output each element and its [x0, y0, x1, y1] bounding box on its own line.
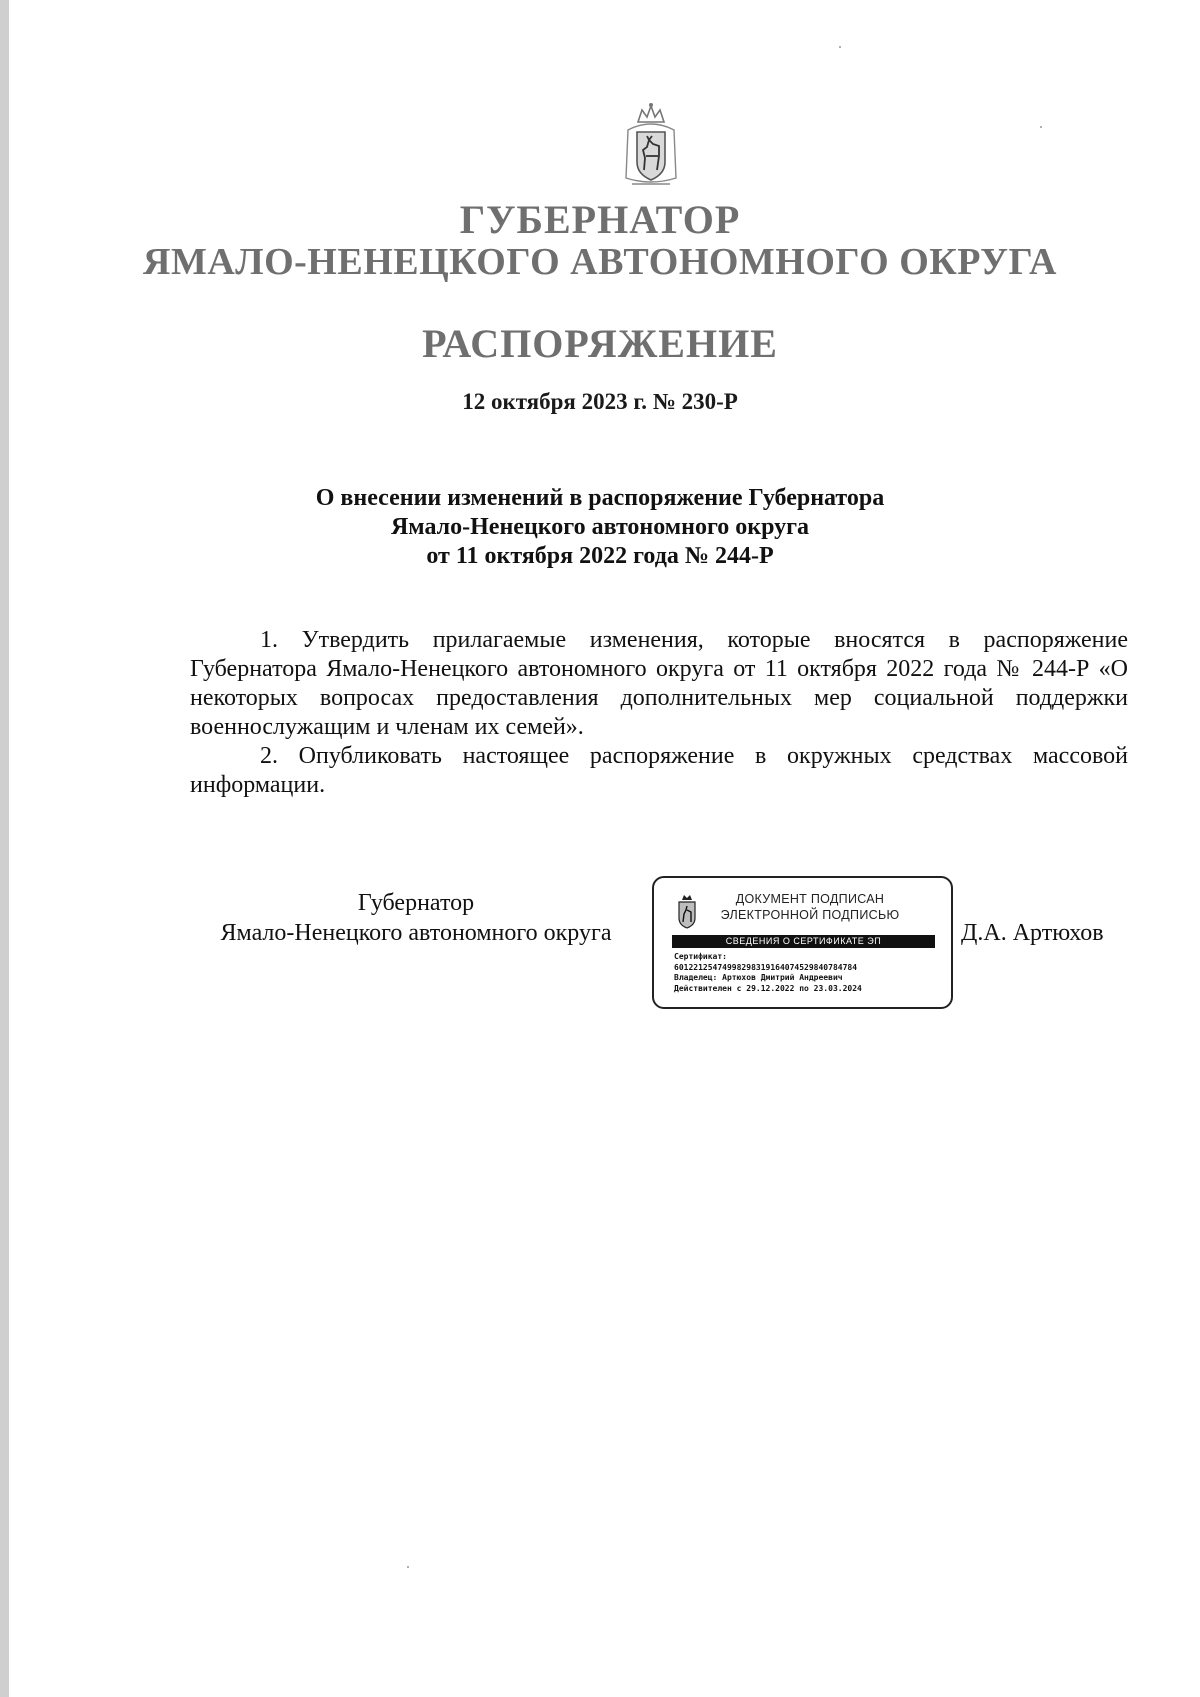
document-body — [190, 626, 1128, 800]
coat-of-arms-icon — [622, 100, 680, 192]
signer-position — [186, 888, 646, 948]
body-paragraph: 2. Опубликовать настоящее распоряжение в окружных средствах массовой информации. — [190, 743, 1128, 798]
esign-title-line: ДОКУМЕНТ ПОДПИСАН — [735, 892, 885, 906]
document-type: РАСПОРЯЖЕНИЕ — [422, 321, 778, 366]
signer-position-line: Губернатор — [357, 890, 475, 916]
signer-position-line: Ямало-Ненецкого автономного округа — [220, 920, 612, 946]
scan-speck — [1040, 126, 1042, 128]
esign-cert-number: 60122125474998298319164074529840784784 — [674, 962, 858, 972]
esign-title-line: ЭЛЕКТРОННОЙ ПОДПИСЬЮ — [720, 908, 900, 922]
esign-details — [674, 952, 944, 994]
signer-name: Д.А. Артюхов — [961, 920, 1104, 946]
subject-line: Ямало-Ненецкого автономного округа — [390, 514, 810, 540]
scan-speck — [407, 1566, 409, 1568]
coat-of-arms-icon — [674, 892, 700, 930]
esign-cert-label: Сертификат: — [674, 952, 727, 961]
document-date-number: 12 октября 2023 г. № 230-Р — [462, 389, 738, 414]
esign-validity: Действителен с 29.12.2022 по 23.03.2024 — [674, 983, 862, 993]
subject-line: от 11 октября 2022 года № 244-Р — [426, 543, 774, 569]
document-subject — [0, 484, 1200, 571]
esign-title — [710, 891, 910, 923]
header-title-governor: ГУБЕРНАТОР — [459, 197, 741, 242]
subject-line: О внесении изменений в распоряжение Губернатора — [315, 485, 885, 511]
electronic-signature-stamp — [652, 876, 953, 1009]
scan-speck — [839, 46, 841, 48]
body-paragraph: 1. Утвердить прилагаемые изменения, которые вносятся в распоряжение Губернатора Ямало-Ненецкого автономного округа от 11 октября 2022 года № 244-Р «О некоторых вопросах предоставления дополнительных мер социальной поддержки военнослужащим и членам их семей». — [190, 627, 1128, 740]
esign-owner: Владелец: Артюхов Дмитрий Андреевич — [674, 973, 843, 982]
header-title-region: ЯМАЛО-НЕНЕЦКОГО АВТОНОМНОГО ОКРУГА — [143, 241, 1057, 283]
esign-certificate-bar: СВЕДЕНИЯ О СЕРТИФИКАТЕ ЭП — [672, 935, 935, 948]
